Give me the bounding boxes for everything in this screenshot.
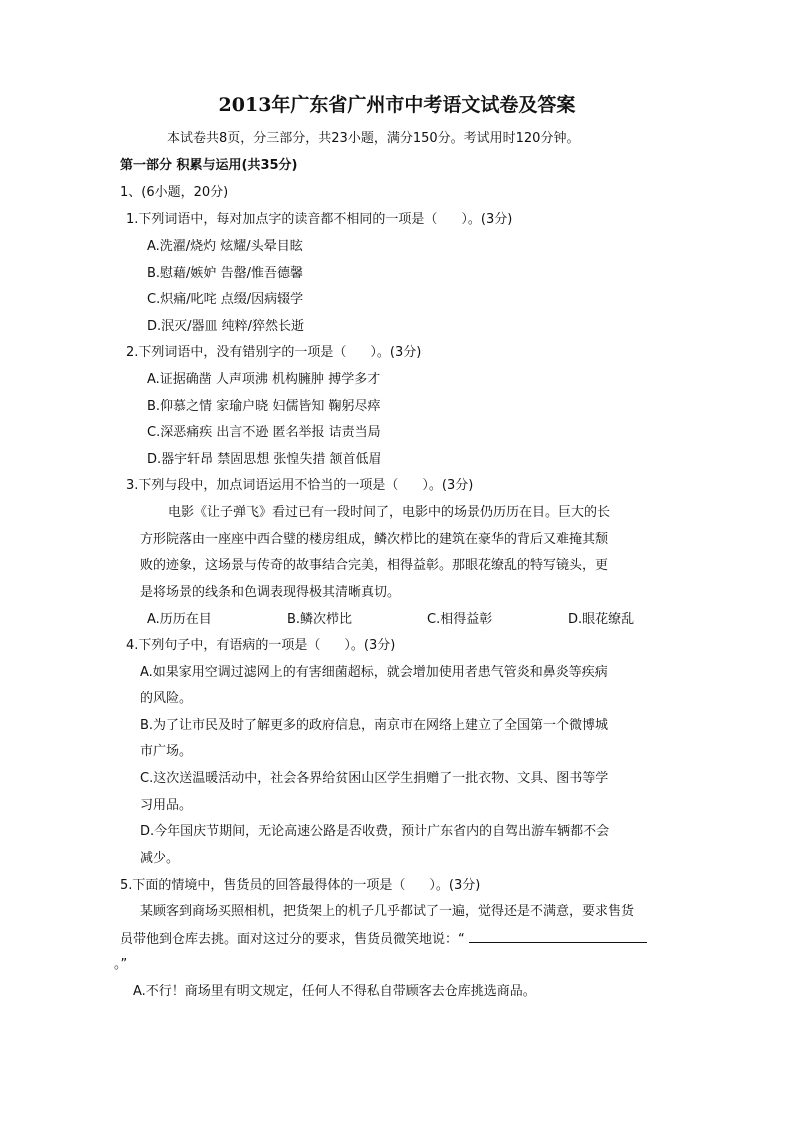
q2-stem-text: 2.下列词语中，没有错别字的一项是（ [126,345,347,360]
q3-stem [126,477,473,495]
q4-option-b-cont: 市广场。 [140,744,193,759]
q2-stem [126,344,421,362]
q4-option-b: B.为了让市民及时了解更多的政府信息，南京市在网络上建立了全国第一个微博城 [140,718,609,733]
q4-option-d-cont: 减少。 [140,851,180,866]
q1-option-c: C.炽痛/叱咤 点缀/因病辍学 [147,292,304,307]
page-title: 2013年广东省广州市中考语文试卷及答案 [218,94,576,116]
exam-intro: 本试卷共8页，分三部分，共23小题，满分150分。考试用时120分钟。 [167,131,580,146]
q4-option-c: C.这次送温暖活动中，社会各界给贫困山区学生捐赠了一批衣物、文具、图书等学 [140,771,609,786]
q1-option-b: B.慰藉/嫉妒 告罄/惟吾德馨 [147,266,303,281]
q5-scenario-text: 员带他到仓库去挑。面对这过分的要求，售货员微笑地说：“ [120,932,465,947]
q1-option-a: A.洗濯/烧灼 炫耀/头晕目眩 [147,239,303,254]
q4-stem-text: 4.下列句子中，有语病的一项是（ [126,638,321,653]
q4-option-a: A.如果家用空调过滤网上的有害细菌超标，就会增加使用者患气管炎和鼻炎等疾病 [140,665,608,680]
q5-scenario-line: 某顾客到商场买照相机，把货架上的机子几乎都试了一遍，觉得还是不满意，要求售货 [140,904,635,919]
q1-header: 1、(6小题，20分) [120,185,229,200]
q1-stem-score: ）。(3分) [461,212,513,227]
q3-option-b: B.鳞次栉比 [287,612,353,627]
q2-stem-score: ）。(3分) [370,345,422,360]
q5-stem [120,877,480,895]
q4-option-a-cont: 的风险。 [140,691,193,706]
part1-heading: 第一部分 积累与运用(共35分) [120,158,298,173]
q1-stem [126,211,512,229]
q4-stem [126,637,395,655]
q3-stem-text: 3.下列与段中，加点词语运用不恰当的一项是（ [126,478,399,493]
q5-scenario-end: 。” [114,957,128,972]
q5-stem-score: ）。(3分) [429,878,481,893]
q3-stem-score: ）。(3分) [422,478,474,493]
q1-option-d: D.泯灭/器皿 纯粹/猝然长逝 [147,319,305,334]
q5-scenario-line [120,930,647,949]
q4-option-d: D.今年国庆节期间，无论高速公路是否收费，预计广东省内的自驾出游车辆都不会 [140,824,610,839]
q3-passage-line: 败的迹象，这场景与传奇的故事结合完美，相得益彰。那眼花缭乱的特写镜头，更 [140,558,609,573]
q4-option-c-cont: 习用品。 [140,798,193,813]
q3-passage-line: 是将场景的线条和色调表现得极其清晰真切。 [140,585,401,600]
q2-option-d: D.器宇轩昂 禁固思想 张惶失措 颔首低眉 [147,452,382,467]
q3-option-c: C.相得益彰 [427,612,493,627]
q3-option-d: D.眼花缭乱 [568,612,635,627]
q3-option-a: A.历历在目 [147,612,212,627]
q2-option-a: A.证据确凿 人声项沸 机构臃肿 搏学多才 [147,372,381,387]
q3-passage-line: 电影《让子弹飞》看过已有一段时间了，电影中的场景仍历历在目。巨大的长 [168,505,611,520]
q1-stem-text: 1.下列词语中，每对加点字的读音都不相同的一项是（ [126,212,438,227]
q2-option-b: B.仰慕之情 家瑜户晓 妇儒皆知 鞠躬尽瘁 [147,399,381,414]
q3-passage-line: 方形院落由一座座中西合璧的楼房组成，鳞次栉比的建筑在豪华的背后又难掩其颓 [140,532,609,547]
q2-option-c: C.深恶痛疾 出言不逊 匿名举报 诘责当局 [147,425,381,440]
q5-stem-text: 5.下面的情境中，售货员的回答最得体的一项是（ [120,878,406,893]
q4-stem-score: ）。(3分) [344,638,396,653]
q5-answer-blank [469,930,647,943]
q5-option-a: A.不行！商场里有明文规定，任何人不得私自带顾客去仓库挑选商品。 [133,984,536,999]
